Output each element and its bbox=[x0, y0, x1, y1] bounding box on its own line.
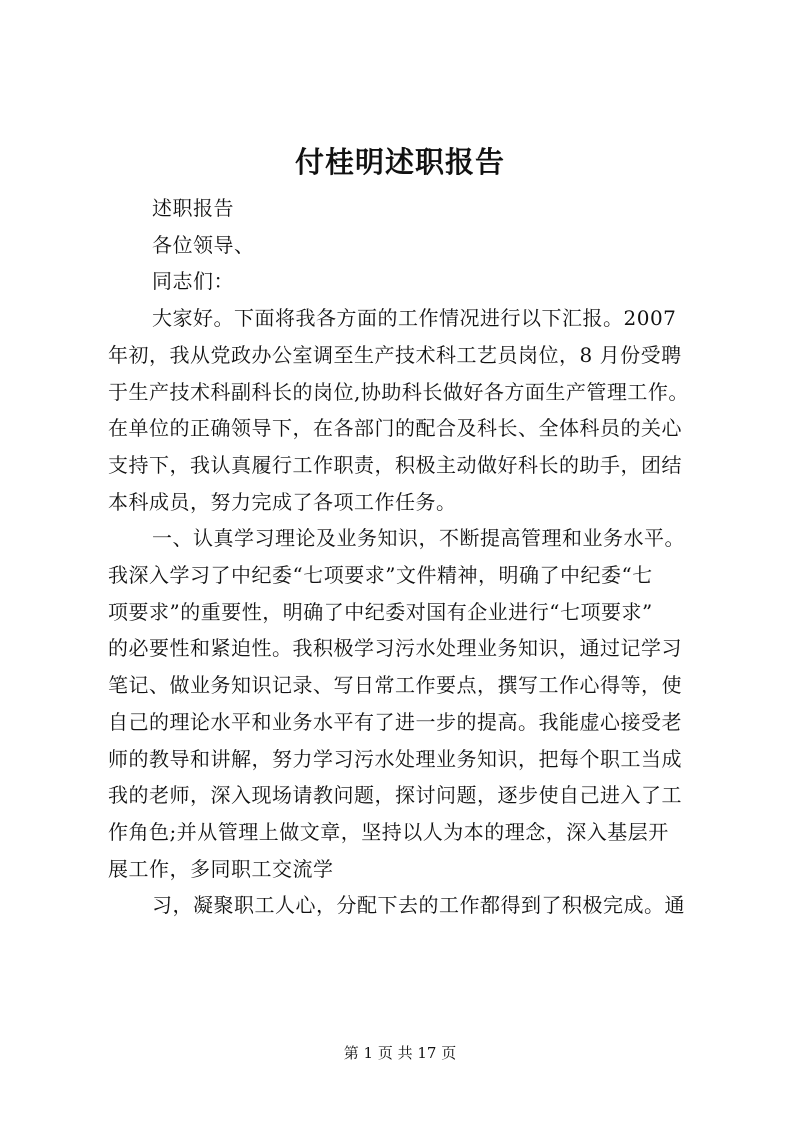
salutation-line-1: 各位领导、 bbox=[152, 232, 255, 257]
paragraph-line: 项要求”的重要性，明确了中纪委对国有企业进行“七项要求” bbox=[108, 599, 653, 624]
paragraph-line: 习，凝聚职工人心，分配下去的工作都得到了积极完成。通 bbox=[152, 893, 685, 918]
paragraph-line: 的必要性和紧迫性。我积极学习污水处理业务知识，通过记学习 bbox=[108, 636, 682, 661]
paragraph-line: 支持下，我认真履行工作职责，积极主动做好科长的助手，团结 bbox=[108, 452, 682, 477]
page-footer: 第 1 页 共 17 页 bbox=[343, 1044, 457, 1062]
salutation-line-2: 同志们： bbox=[152, 269, 234, 294]
paragraph-line: 于生产技术科副科长的岗位,协助科长做好各方面生产管理工作。 bbox=[108, 379, 689, 404]
paragraph-line: 自己的理论水平和业务水平有了进一步的提高。我能虚心接受老 bbox=[108, 709, 682, 734]
paragraph-line: 笔记、做业务知识记录、写日常工作要点，撰写工作心得等，使 bbox=[108, 673, 682, 698]
paragraph-line: 在单位的正确领导下，在各部门的配合及科长、全体科员的关心 bbox=[108, 416, 682, 441]
paragraph-line: 作角色;并从管理上做文章，坚持以人为本的理念，深入基层开 bbox=[108, 819, 669, 844]
paragraph-3 bbox=[108, 887, 708, 924]
paragraph-line: 师的教导和讲解，努力学习污水处理业务知识，把每个职工当成 bbox=[108, 746, 682, 771]
paragraph-line: 我深入学习了中纪委“七项要求”文件精神，明确了中纪委“七 bbox=[108, 563, 653, 588]
paragraph-2 bbox=[108, 520, 708, 887]
paragraph-line: 一、认真学习理论及业务知识，不断提高管理和业务水平。 bbox=[152, 526, 685, 551]
document-title: 付桂明述职报告 bbox=[294, 145, 505, 179]
paragraph-1 bbox=[108, 300, 708, 520]
paragraph-line: 本科成员，努力完成了各项工作任务。 bbox=[108, 489, 457, 514]
paragraph-line: 年初，我从党政办公室调至生产技术科工艺员岗位，8 月份受聘 bbox=[108, 342, 682, 367]
paragraph-line: 我的老师，深入现场请教问题，探讨问题，逐步使自己进入了工 bbox=[108, 783, 682, 808]
paragraph-line: 展工作，多同职工交流学 bbox=[108, 856, 334, 881]
document-body bbox=[108, 190, 708, 924]
heading-line: 述职报告 bbox=[152, 196, 234, 220]
paragraph-line: 大家好。下面将我各方面的工作情况进行以下汇报。2007 bbox=[152, 306, 677, 331]
